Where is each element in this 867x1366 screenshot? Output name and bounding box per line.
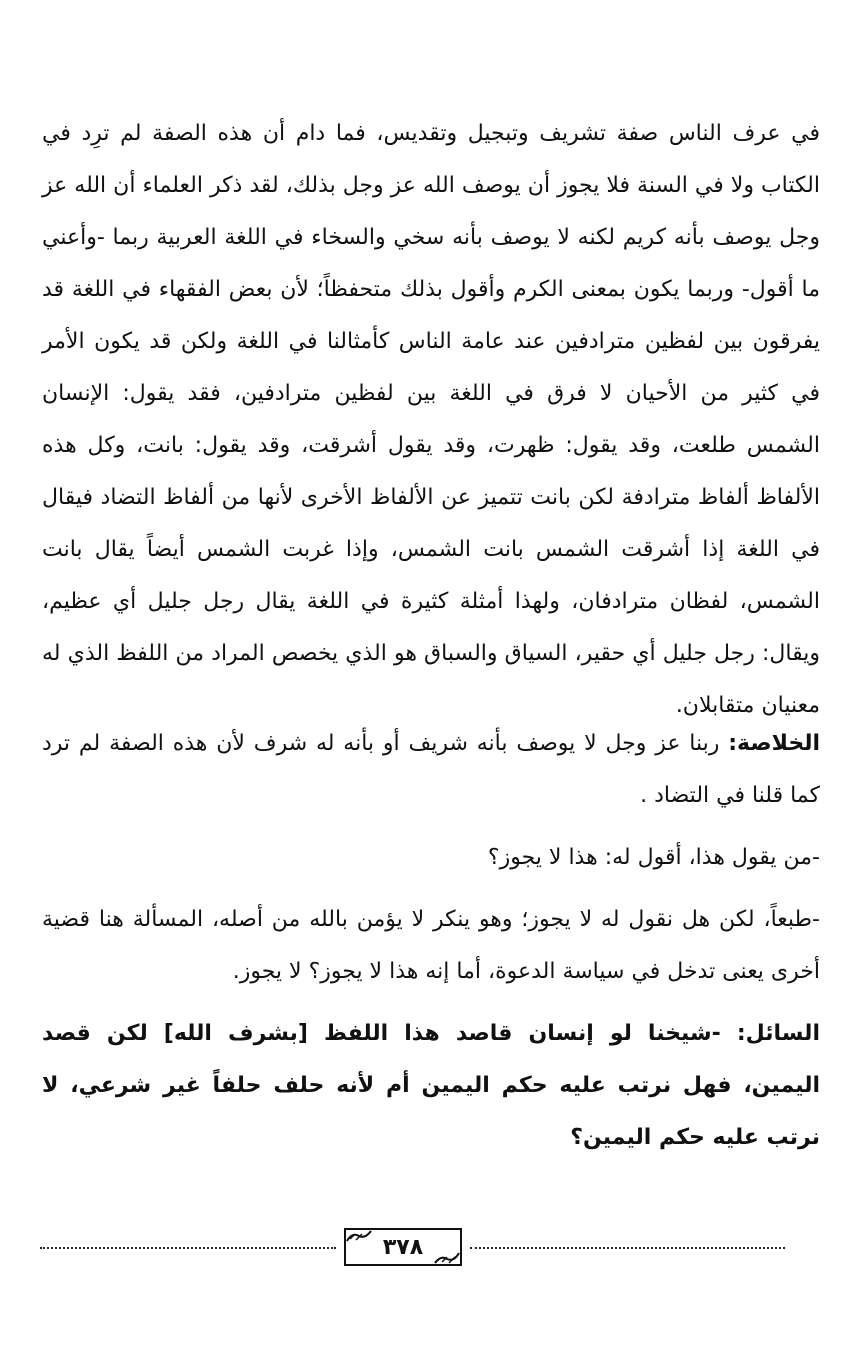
- frame-ornament-icon: [434, 1252, 460, 1264]
- footer-dotted-rule-right: [470, 1247, 785, 1249]
- summary-label: الخلاصة:: [728, 731, 820, 756]
- page-number: ٣٧٨: [382, 1234, 424, 1260]
- paragraph-answer: -طبعاً، لكن هل نقول له لا يجوز؛ وهو ينكر لا يؤمن بالله من أصله، المسألة هنا قضية أخرى يعنى تدخل في سياسة الدعوة، أما إنه هذا لا يجوز؟ لا يجوز.: [42, 907, 820, 984]
- paragraph-question-line: -من يقول هذا، أقول له: هذا لا يجوز؟: [487, 845, 820, 870]
- summary-text: ربنا عز وجل لا يوصف بأنه شريف أو بأنه له شرف لأن هذه الصفة لم ترد كما قلنا في التضاد .: [42, 731, 820, 808]
- paragraph-main-discussion: في عرف الناس صفة تشريف وتبجيل وتقديس، فما دام أن هذه الصفة لم ترِد في الكتاب ولا في السنة فلا يجوز أن يوصف الله عز وجل بذلك، لقد ذكر العلماء أن الله عز وجل يوصف بأنه كريم لكنه لا يوصف بأنه سخي والسخاء في اللغة العربية ربما -وأعني ما أقول- وربما يكون بمعنى الكرم وأقول بذلك متحفظاً؛ لأن بعض الفقهاء في اللغة قد يفرقون بين لفظين مترادفين عند عامة الناس كأمثالنا في اللغة ولكن قد يكون الأمر في كثير من الأحيان لا فرق في اللغة بين لفظين مترادفين، فقد يقول: الإنسان الشمس طلعت، وقد يقول: ظهرت، وقد يقول أشرقت، وقد يقول: بانت، وكل هذه الألفاظ ألفاظ مترادفة لكن بانت تتميز عن الألفاظ الأخرى لأنها من ألفاظ التضاد فيقال في اللغة إذا أشرقت الشمس بانت الشمس، وإذا غربت الشمس أيضاً يقال بانت الشمس، لفظان مترادفان، ولهذا أمثلة كثيرة في اللغة يقال رجل جليل أي عظيم، ويقال: رجل جليل أي حقير، السياق والسباق هو الذي يخصص المراد من اللفظ الذي له معنيان متقابلان.: [42, 121, 820, 718]
- questioner-text: -شيخنا لو إنسان قاصد هذا اللفظ [بشرف الله] لكن قصد اليمين، فهل نرتب عليه حكم اليمين أم لأنه حلف حلفاً غير شرعي، لا نرتب عليه حكم اليمين؟: [42, 1021, 820, 1150]
- frame-ornament-icon: [346, 1230, 372, 1242]
- paragraph-questioner: [42, 1008, 820, 1164]
- paragraph-summary: [42, 718, 820, 822]
- footer-dotted-rule-left: [40, 1247, 336, 1249]
- questioner-label: السائل:: [736, 1021, 820, 1046]
